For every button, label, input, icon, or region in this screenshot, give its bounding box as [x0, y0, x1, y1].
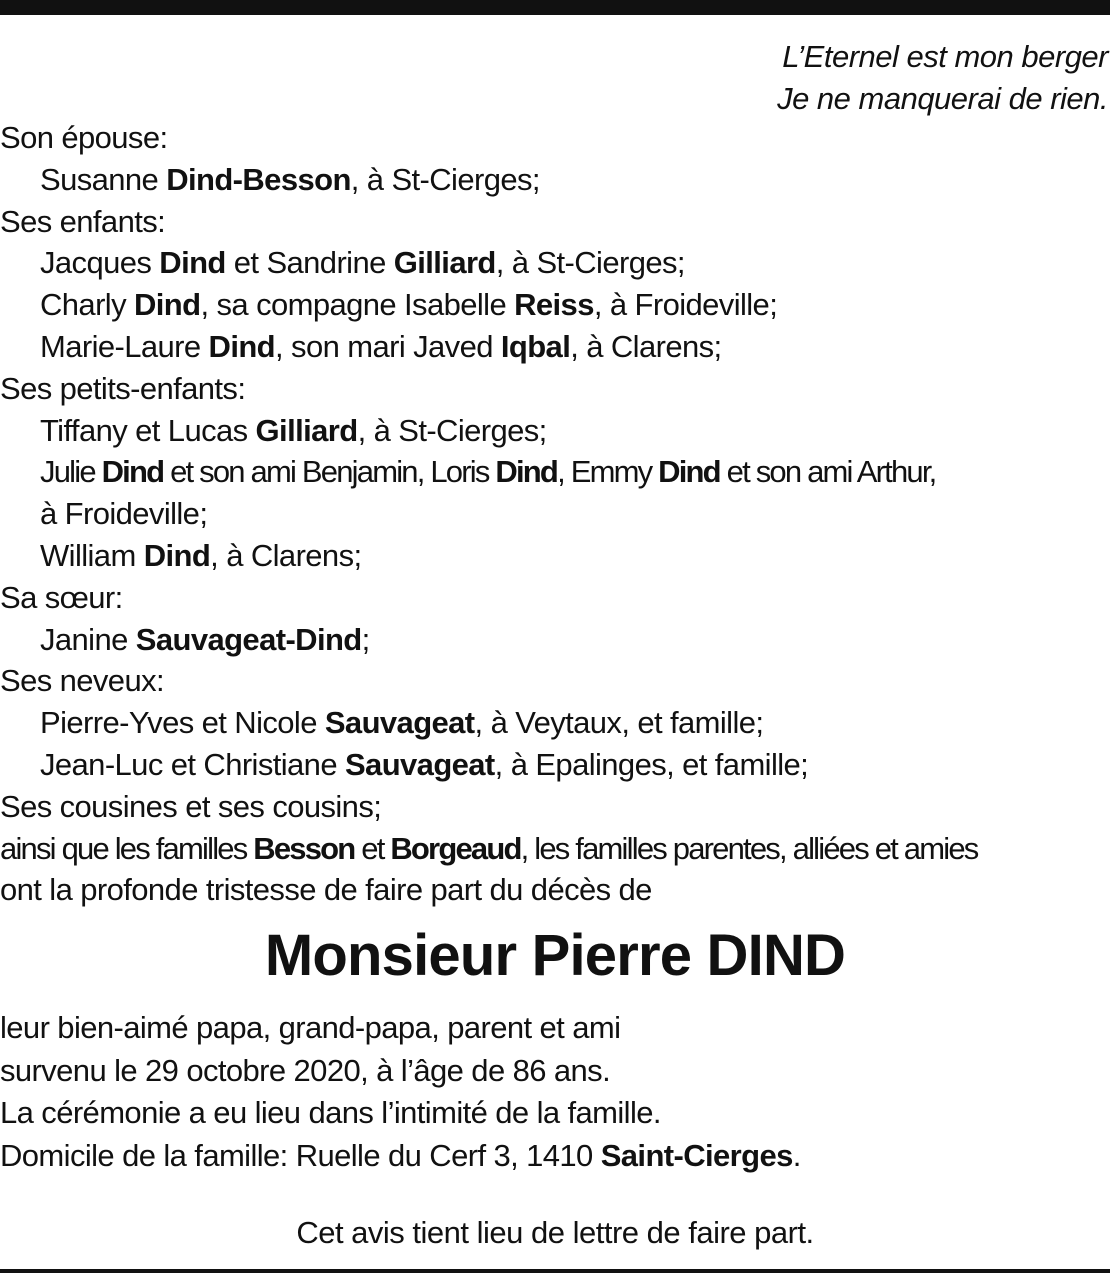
spouse-line: Susanne Dind-Besson, à St-Cierges; — [40, 161, 540, 197]
spouse-heading: Son épouse: — [0, 120, 168, 155]
epigraph-line: Je ne manquerai de rien. — [777, 81, 1108, 116]
deceased-name: Monsieur Pierre DIND — [264, 923, 846, 988]
address-line: Domicile de la famille: Ruelle du Cerf 3, 1410 Saint-Cierges. — [0, 1137, 801, 1173]
closing-note: Cet avis tient lieu de lettre de faire part. — [296, 1215, 814, 1250]
grandchild-line: William Dind, à Clarens; — [40, 537, 362, 573]
families-line: ainsi que les familles Besson et Borgeaud, les familles parentes, alliées et amies — [0, 830, 978, 866]
nephews-heading: Ses neveux: — [0, 663, 165, 699]
grandchildren-heading: Ses petits-enfants: — [0, 370, 246, 406]
bottom-rule — [0, 1269, 1110, 1273]
family-notice — [0, 117, 1110, 911]
death-details — [0, 1007, 1110, 1177]
top-rule — [0, 0, 1110, 15]
cousins-line: Ses cousines et ses cousins; — [0, 788, 382, 824]
child-line: Jacques Dind et Sandrine Gilliard, à St-Cierges; — [40, 245, 685, 281]
sister-line: Janine Sauvageat-Dind; — [40, 621, 370, 657]
child-line: Marie-Laure Dind, son mari Javed Iqbal, à Clarens; — [40, 328, 722, 364]
epigraph — [777, 36, 1108, 120]
grandchild-line: Julie Dind et son ami Benjamin, Loris Dind, Emmy Dind et son ami Arthur, — [40, 454, 936, 490]
nephew-line: Jean-Luc et Christiane Sauvageat, à Epalinges, et famille; — [40, 746, 809, 782]
sister-heading: Sa sœur: — [0, 579, 123, 615]
grandchild-line-continued: à Froideville; — [40, 496, 208, 532]
announcement-line: ont la profonde tristesse de faire part du décès de — [0, 872, 652, 908]
details-line: La cérémonie a eu lieu dans l’intimité de la famille. — [0, 1095, 661, 1130]
child-line: Charly Dind, sa compagne Isabelle Reiss, à Froideville; — [40, 287, 778, 323]
epigraph-line: L’Eternel est mon berger — [782, 39, 1108, 74]
nephew-line: Pierre-Yves et Nicole Sauvageat, à Veytaux, et famille; — [40, 705, 764, 741]
details-line: survenu le 29 octobre 2020, à l’âge de 86 ans. — [0, 1052, 611, 1088]
children-heading: Ses enfants: — [0, 203, 166, 239]
grandchild-line: Tiffany et Lucas Gilliard, à St-Cierges; — [40, 412, 547, 448]
details-line: leur bien-aimé papa, grand-papa, parent et ami — [0, 1010, 621, 1045]
